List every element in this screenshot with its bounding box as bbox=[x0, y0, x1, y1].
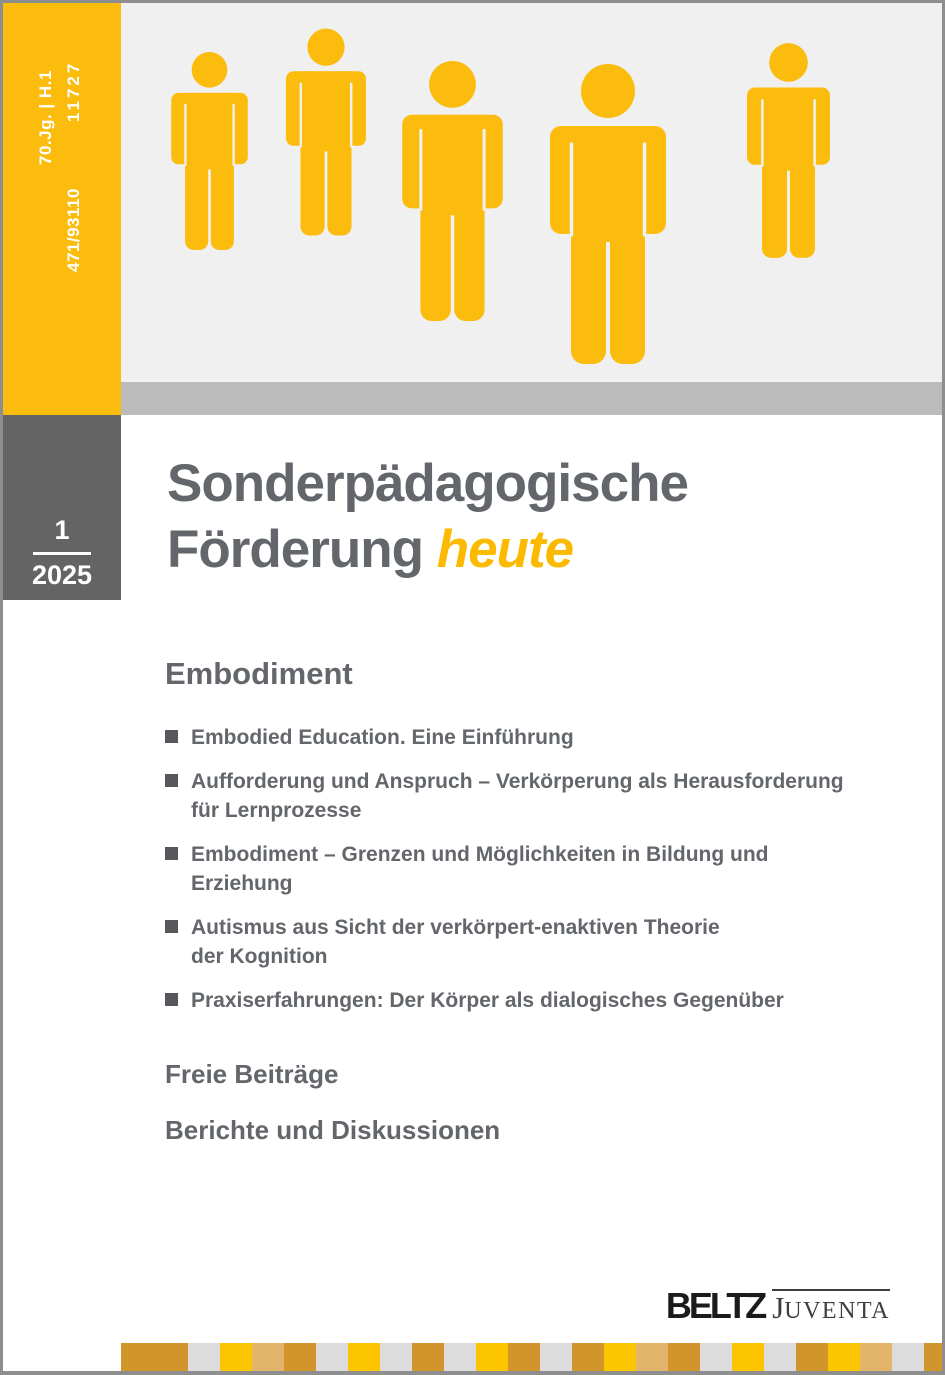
person-icon bbox=[747, 43, 830, 258]
issue-year: 2025 bbox=[31, 560, 93, 590]
publisher-logo bbox=[665, 1285, 890, 1326]
gray-divider-band bbox=[121, 382, 942, 415]
stripe-segment-tan bbox=[636, 1343, 668, 1371]
stripe-segment-gray bbox=[540, 1343, 572, 1371]
stripe-segment-yellow bbox=[476, 1343, 508, 1371]
stripe-segment-gray bbox=[188, 1343, 220, 1371]
stripe-segment-ochre bbox=[284, 1343, 316, 1371]
stripe-segment-yellow bbox=[732, 1343, 764, 1371]
toc-item bbox=[165, 767, 865, 825]
cover-illustration bbox=[121, 3, 942, 382]
title-line1: Sonderpädagogische bbox=[167, 454, 688, 513]
square-bullet-icon bbox=[165, 920, 178, 933]
beltz-wordmark: BELTZ bbox=[665, 1285, 765, 1326]
journal-title bbox=[167, 451, 688, 583]
toc-item-text: Praxiserfahrungen: Der Körper als dialogisches Gegenüber bbox=[191, 989, 784, 1012]
person-icon bbox=[402, 61, 503, 321]
subsection-freie-beitraege: Freie Beiträge bbox=[165, 1059, 339, 1089]
stripe-segment-ochre bbox=[924, 1343, 942, 1371]
person-icon bbox=[550, 64, 666, 364]
footer-color-stripe bbox=[121, 1343, 942, 1371]
toc-item bbox=[165, 986, 865, 1015]
square-bullet-icon bbox=[165, 993, 178, 1006]
square-bullet-icon bbox=[165, 847, 178, 860]
stripe-segment-yellow bbox=[348, 1343, 380, 1371]
section-heading: Embodiment bbox=[165, 656, 353, 691]
spine-volume-issue: 70.Jg. | H.1 bbox=[36, 70, 55, 165]
toc-item bbox=[165, 840, 865, 898]
stripe-segment-gray bbox=[380, 1343, 412, 1371]
toc-list bbox=[165, 723, 865, 1030]
stripe-segment-ochre bbox=[572, 1343, 604, 1371]
issue-box bbox=[3, 415, 121, 600]
issue-divider bbox=[33, 552, 91, 555]
stripe-segment-gray bbox=[444, 1343, 476, 1371]
stripe-segment-ochre bbox=[508, 1343, 540, 1371]
stripe-segment-gray bbox=[700, 1343, 732, 1371]
toc-item-text: Aufforderung und Anspruch – Verkörperung als Herausforderung für Lernprozesse bbox=[191, 770, 844, 822]
person-icon bbox=[171, 52, 248, 250]
stripe-segment-yellow bbox=[828, 1343, 860, 1371]
toc-item-text: Embodied Education. Eine Einführung bbox=[191, 726, 574, 749]
toc-item bbox=[165, 723, 865, 752]
stripe-segment-yellow bbox=[604, 1343, 636, 1371]
juventa-wordmark: JUVENTA bbox=[772, 1290, 890, 1325]
stripe-segment-gray bbox=[892, 1343, 924, 1371]
toc-item-text: Embodiment – Grenzen und Möglichkeiten in Bildung und Erziehung bbox=[191, 843, 769, 895]
stripe-segment-ochre bbox=[668, 1343, 700, 1371]
spine-code-bottom: 471/93110 bbox=[64, 188, 83, 272]
title-line2: Förderung bbox=[167, 520, 423, 579]
stripe-segment-gray bbox=[316, 1343, 348, 1371]
square-bullet-icon bbox=[165, 774, 178, 787]
toc-item bbox=[165, 913, 865, 971]
issue-number: 1 bbox=[54, 515, 70, 545]
stripe-segment-yellow bbox=[220, 1343, 252, 1371]
stripe-segment-gray bbox=[764, 1343, 796, 1371]
stripe-segment-tan bbox=[252, 1343, 284, 1371]
stripe-segment-ochre bbox=[796, 1343, 828, 1371]
toc-item-text: Autismus aus Sicht der verkörpert-enaktiven Theorie der Kognition bbox=[191, 916, 720, 968]
spine-code-top: 11727 bbox=[64, 60, 83, 122]
person-icon bbox=[286, 28, 366, 236]
stripe-segment-tan bbox=[860, 1343, 892, 1371]
stripe-segment-ochre bbox=[121, 1343, 188, 1371]
square-bullet-icon bbox=[165, 730, 178, 743]
stripe-segment-ochre bbox=[412, 1343, 444, 1371]
title-accent: heute bbox=[436, 520, 574, 579]
subsection-berichte: Berichte und Diskussionen bbox=[165, 1115, 501, 1145]
spine-bar bbox=[3, 3, 121, 415]
